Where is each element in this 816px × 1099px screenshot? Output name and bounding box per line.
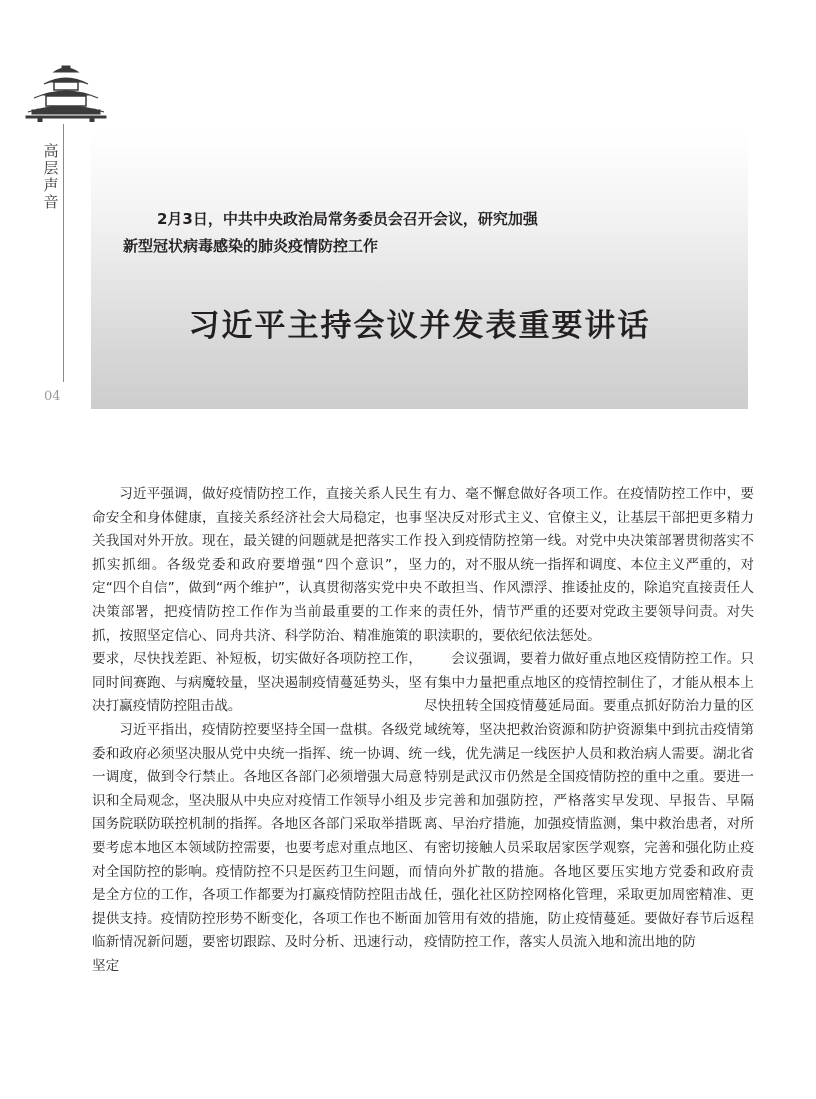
section-label-char: 音	[43, 193, 59, 211]
tower-logo	[24, 62, 108, 122]
page-number: 04	[44, 389, 61, 404]
paragraph-continuation: 有力、毫不懈怠做好各项工作。在疫情防控工作中，要坚决反对形式主义、官僚主义，让基层干部把更多精力投入到疫情防控第一线。对党中央决策部署贯彻落实不力的，对不服从统一指挥和调度、本位主义严重的，对不敢担当、作风漂浮、推诿扯皮的，除追究直接责任人的责任外，情节严重的还要对党政主要领导问责。对失职渎职的，要依纪依法惩处。	[424, 486, 754, 644]
title-banner	[91, 131, 748, 409]
subtitle-line: 2月3日，中共中央政治局常务委员会召开会议，研究加强	[157, 210, 538, 228]
paragraph: 会议强调，要着力做好重点地区疫情防控工作。只有集中力量把重点地区的疫情控制住了，才能从根本上尽快扭转全国疫情蔓延局面。要重点抓好防治力量的区域统筹，坚决把救治资源和防护资源集中到抗击疫情第一线，优先满足一线医护人员和救治病人需要。湖北省特别是武汉市仍然是全国疫情防控的重中之重。要进一步完善和加强防控，严格落实早发现、早报告、早隔离、早治疗措施，加强疫情监测，集中救治患者，对所有密切接触人员采取居家医学观察，完善和强化防止疫情向外扩散的措施。各地区要压实地方党委和政府责任，强化社区防控网格化管理，采取更加周密精准、更加管用有效的措施，防止疫情蔓延。要做好春节后返程疫情防控工作，落实人员流入地和流出地的防	[424, 651, 754, 951]
article-title: 习近平主持会议并发表重要讲话	[188, 308, 651, 344]
section-label-char: 层	[43, 159, 59, 177]
right-text-column	[424, 483, 754, 955]
paragraph: 习近平强调，做好疫情防控工作，直接关系人民生命安全和身体健康，直接关系经济社会大局稳定，也事关我国对外开放。现在，最关键的问题就是把落实工作抓实抓细。各级党委和政府要增强“四个意识”，坚定“四个自信”，做到“两个维护”，认真贯彻落实党中央决策部署，把疫情防控工作作为当前最重要的工作来抓，按照坚定信心、同舟共济、科学防治、精准施策的要求，尽快找差距、补短板，切实做好各项防控工作，同时间赛跑、与病魔较量，坚决遏制疫情蔓延势头，坚决打赢疫情防控阻击战。	[92, 486, 422, 715]
section-label	[42, 143, 60, 211]
article-subtitle	[123, 206, 683, 260]
paragraph: 习近平指出，疫情防控要坚持全国一盘棋。各级党委和政府必须坚决服从党中央统一指挥、统一协调、统一调度，做到令行禁止。各地区各部门必须增强大局意识和全局观念，坚决服从中央应对疫情工作领导小组及国务院联防联控机制的指挥。各地区各部门采取举措既要考虑本地区本领域防控需要，也要考虑对重点地区、对全国防控的影响。疫情防控不只是医药卫生问题，而是全方位的工作，各项工作都要为打赢疫情防控阻击战提供支持。疫情防控形势不断变化，各项工作也不断面临新情况新问题，要密切跟踪、及时分析、迅速行动，坚定	[92, 721, 422, 974]
left-text-column	[92, 483, 422, 978]
section-label-char: 声	[43, 176, 59, 194]
margin-divider-line	[63, 124, 64, 382]
subtitle-line: 新型冠状病毒感染的肺炎疫情防控工作	[123, 237, 379, 255]
section-label-char: 高	[43, 142, 59, 160]
